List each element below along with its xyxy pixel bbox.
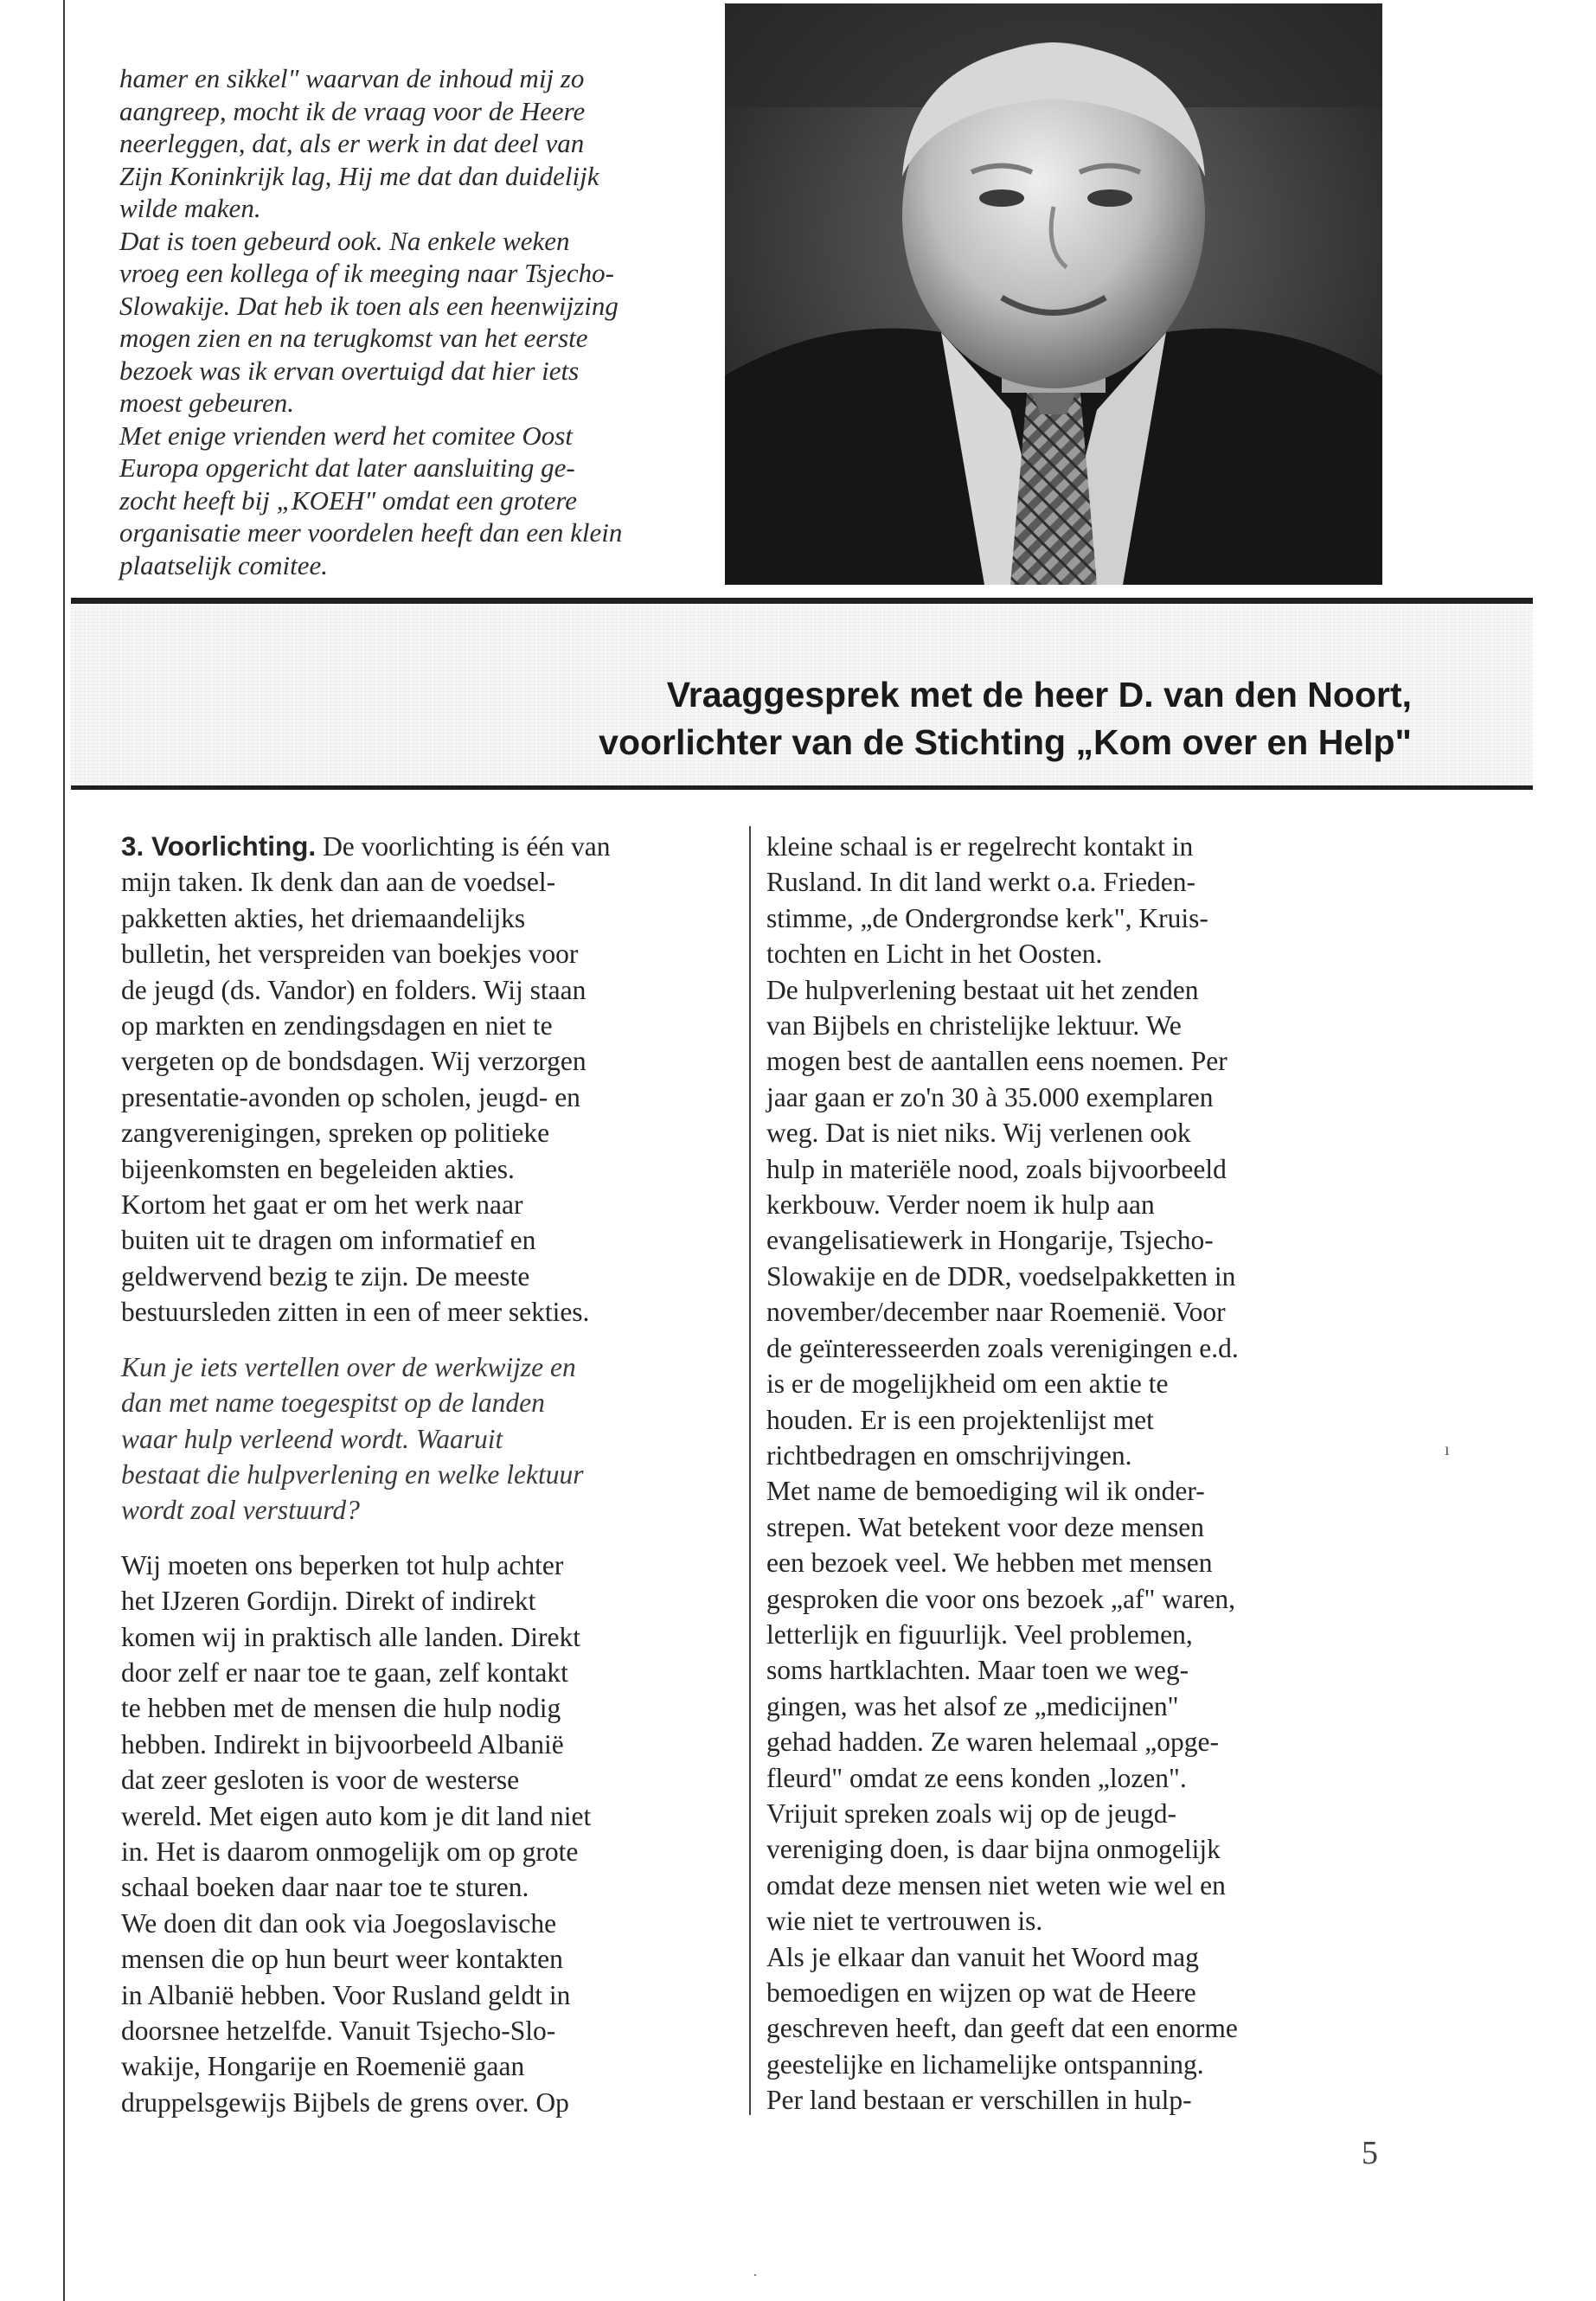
paragraph-line: geschreven heeft, dan geeft dat een enorme	[766, 2013, 1238, 2044]
paragraph-line: gesproken die voor ons bezoek „af" waren,	[766, 1583, 1236, 1614]
answer-line: doorsnee hetzelfde. Vanuit Tsjecho-Slo-	[121, 2016, 556, 2046]
paragraph-line: bulletin, het verspreiden van boekjes voor	[121, 939, 579, 970]
paragraph-line: Als je elkaar dan vanuit het Woord mag	[766, 1941, 1199, 1972]
banner-bottom-rule	[71, 785, 1533, 790]
paragraph-line: Rusland. In dit land werkt o.a. Frieden-	[766, 867, 1196, 898]
intro-line: aangreep, mocht ik de vraag voor de Heere	[119, 95, 586, 126]
intro-line: vroeg een kollega of ik meeging naar Tsjecho-	[119, 258, 614, 288]
banner-title-line: Vraaggesprek met de heer D. van den Noort,	[666, 675, 1412, 715]
answer-line: druppelsgewijs Bijbels de grens over. Op	[121, 2086, 569, 2118]
paragraph-line: een bezoek veel. We hebben met mensen	[766, 1548, 1213, 1579]
paragraph-line: Per land bestaan er verschillen in hulp-	[766, 2085, 1192, 2116]
answer-line: We doen dit dan ook via Joegoslavische	[121, 1907, 557, 1939]
intro-line: moest gebeuren.	[119, 388, 295, 418]
paragraph-line: geldwervend bezig te zijn. De meeste	[121, 1260, 530, 1292]
question-line: Kun je iets vertellen over de werkwijze en	[121, 1351, 576, 1382]
paragraph-line: tochten en Licht in het Oosten.	[766, 939, 1103, 970]
paragraph-line: november/december naar Roemenië. Voor	[766, 1297, 1226, 1328]
paragraph-line: van Bijbels en christelijke lektuur. We	[766, 1010, 1182, 1042]
paragraph-line: mijn taken. Ik denk dan aan de voedsel-	[121, 867, 556, 898]
question-line: bestaat die hulpverlening en welke lektuur	[121, 1458, 584, 1490]
paragraph-line: stimme, „de Ondergrondse kerk", Kruis-	[766, 902, 1208, 933]
scan-speck: ·	[753, 2266, 758, 2284]
intro-line: Zijn Koninkrijk lag, Hij me dat dan duidelijk	[119, 160, 599, 191]
paragraph-line: kerkbouw. Verder noem ik hulp aan	[766, 1189, 1155, 1221]
paragraph-line: Met name de bemoediging wil ik onder-	[766, 1476, 1205, 1507]
answer-line: in Albanië hebben. Voor Rusland geldt in	[121, 1979, 571, 2010]
paragraph-line: vereniging doen, is daar bijna onmogelijk	[766, 1834, 1221, 1865]
answer-line: door zelf er naar toe te gaan, zelf kontakt	[121, 1657, 568, 1688]
intro-line: mogen zien en na terugkomst van het eerste	[119, 323, 588, 353]
portrait-photo	[725, 3, 1382, 585]
paragraph-line: kleine schaal is er regelrecht kontakt in	[766, 831, 1194, 862]
left-column	[121, 829, 731, 2120]
intro-line: Slowakije. Dat heb ik toen als een heenwijzing	[119, 290, 619, 321]
paragraph-line: evangelisatiewerk in Hongarije, Tsjecho-	[766, 1225, 1214, 1256]
paragraph-line: de jeugd (ds. Vandor) en folders. Wij staan	[121, 974, 586, 1005]
question-line: waar hulp verleend wordt. Waaruit	[121, 1423, 503, 1454]
right-column	[766, 829, 1398, 2118]
intro-line: hamer en sikkel" waarvan de inhoud mij zo	[119, 63, 585, 93]
paragraph-line: geestelijke en lichamelijke ontspanning.	[766, 2048, 1204, 2080]
intro-line: neerleggen, dat, als er werk in dat deel van	[119, 128, 585, 158]
intro-line: Dat is toen gebeurd ook. Na enkele weken	[119, 225, 570, 256]
paragraph-line: op markten en zendingsdagen en niet te	[121, 1010, 553, 1042]
intro-line: Met enige vrienden werd het comitee Oost	[119, 420, 573, 451]
paragraph-line: omdat deze mensen niet weten wie wel en	[766, 1869, 1226, 1900]
answer-line: komen wij in praktisch alle landen. Direkt	[121, 1621, 580, 1652]
answer-line: wereld. Met eigen auto kom je dit land niet	[121, 1800, 592, 1831]
answer-line: het IJzeren Gordijn. Direkt of indirekt	[121, 1586, 536, 1617]
paragraph-line: letterlijk en figuurlijk. Veel problemen,	[766, 1618, 1193, 1650]
interview-banner	[71, 606, 1533, 785]
paragraph-line: houden. Er is een projektenlijst met	[766, 1404, 1154, 1435]
answer-line: hebben. Indirekt in bijvoorbeeld Albanië	[121, 1728, 564, 1759]
scan-speck: ı	[1445, 1440, 1450, 1459]
answer-line: wakije, Hongarije en Roemenië gaan	[121, 2051, 525, 2082]
portrait-illustration	[725, 3, 1382, 585]
intro-line: bezoek was ik ervan overtuigd dat hier iets	[119, 355, 580, 386]
paragraph-line: De hulpverlening bestaat uit het zenden	[766, 974, 1199, 1005]
paragraph-line: gingen, was het alsof ze „medicijnen"	[766, 1690, 1179, 1721]
question-line: wordt zoal verstuurd?	[121, 1495, 360, 1526]
paragraph-line: Slowakije en de DDR, voedselpakketten in	[766, 1260, 1236, 1292]
intro-line: Europa opgericht dat later aansluiting ge-	[119, 452, 575, 483]
paragraph-line: wie niet te vertrouwen is.	[766, 1906, 1043, 1937]
paragraph-line: zangverenigingen, spreken op politieke	[121, 1118, 550, 1149]
paragraph-line: soms hartklachten. Maar toen we weg-	[766, 1655, 1189, 1686]
paragraph-text: De voorlichting is één van	[316, 831, 611, 862]
answer-line: in. Het is daarom onmogelijk om op grote	[121, 1836, 579, 1867]
paragraph-line: is er de mogelijkheid om een aktie te	[766, 1368, 1169, 1400]
intro-line: plaatselijk comitee.	[119, 549, 329, 580]
page-number: 5	[1362, 2135, 1378, 2171]
paragraph-line: hulp in materiële nood, zoals bijvoorbeeld	[766, 1153, 1227, 1184]
paragraph-line: jaar gaan er zo'n 30 à 35.000 exemplaren	[766, 1081, 1214, 1112]
answer-line: mensen die op hun beurt weer kontakten	[121, 1944, 563, 1975]
paragraph-line: weg. Dat is niet niks. Wij verlenen ook	[766, 1118, 1191, 1149]
paragraph-line: buiten uit te dragen om informatief en	[121, 1225, 536, 1256]
paragraph-line: Vrijuit spreken zoals wij op de jeugd-	[766, 1798, 1176, 1829]
answer-line: te hebben met de mensen die hulp nodig	[121, 1693, 561, 1724]
paragraph-line: pakketten akties, het driemaandelijks	[121, 902, 526, 933]
banner-title-line: voorlichter van de Stichting „Kom over en Help"	[599, 722, 1412, 762]
banner-top-rule	[71, 598, 1533, 604]
paragraph-line: presentatie-avonden op scholen, jeugd- en	[121, 1081, 580, 1112]
intro-text-block	[119, 62, 725, 581]
column-divider	[749, 826, 751, 2115]
paragraph-line: bijeenkomsten en begeleiden akties.	[121, 1153, 515, 1184]
paragraph-line: gehad hadden. Ze waren helemaal „opge-	[766, 1727, 1219, 1758]
section-heading: 3. Voorlichting.	[121, 830, 317, 862]
intro-line: zocht heeft bij „KOEH" omdat een grotere	[119, 484, 578, 516]
intro-line: wilde maken.	[119, 193, 261, 223]
paragraph-line: bestuursleden zitten in een of meer sekties.	[121, 1297, 590, 1328]
question-line: dan met name toegespitst op de landen	[121, 1388, 545, 1419]
paragraph-line: bemoedigen en wijzen op wat de Heere	[766, 1977, 1196, 2008]
paragraph-line: vergeten op de bondsdagen. Wij verzorgen	[121, 1046, 586, 1077]
answer-line: Wij moeten ons beperken tot hulp achter	[121, 1549, 564, 1580]
paragraph-line: fleurd" omdat ze eens konden „lozen".	[766, 1762, 1187, 1793]
paragraph-line: de geïnteresseerden zoals verenigingen e.d.	[766, 1332, 1239, 1363]
paragraph-line: Kortom het gaat er om het werk naar	[121, 1189, 523, 1221]
intro-line: organisatie meer voordelen heeft dan een klein	[119, 517, 623, 548]
paragraph-line	[121, 829, 731, 864]
answer-line: dat zeer gesloten is voor de westerse	[121, 1765, 520, 1796]
left-margin-rule	[63, 0, 65, 2301]
paragraph-line: mogen best de aantallen eens noemen. Per	[766, 1046, 1227, 1077]
paragraph-line: richtbedragen en omschrijvingen.	[766, 1439, 1132, 1471]
banner-title	[599, 671, 1412, 766]
paragraph-line: strepen. Wat betekent voor deze mensen	[766, 1511, 1204, 1542]
answer-line: schaal boeken daar naar toe te sturen.	[121, 1872, 529, 1903]
